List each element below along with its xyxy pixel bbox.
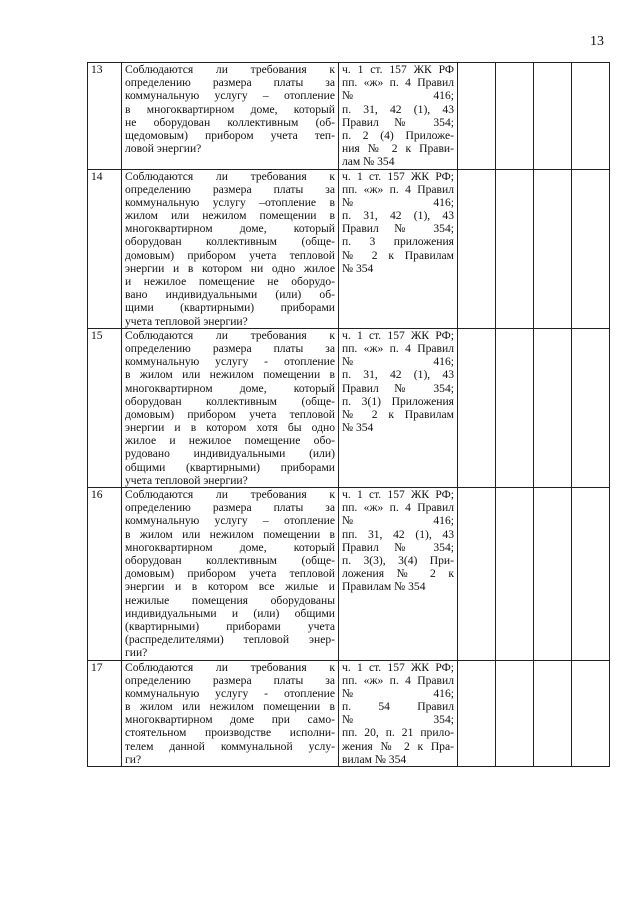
question-line: не оборудован коллективным (об- [125, 115, 335, 129]
row-number: 15 [88, 328, 122, 487]
row-number: 17 [88, 660, 122, 767]
question-line: домовым) прибором учета тепловой [125, 567, 335, 581]
question-line: определению размера платы за [125, 341, 335, 355]
question-line: определению размера платы за [125, 182, 335, 196]
table-row [88, 169, 610, 328]
reference-line: Правил № 354; [342, 222, 454, 236]
reference-line: пп. «ж» п. 4 Правил [342, 182, 454, 196]
reference-line: ч. 1 ст. 157 ЖК РФ; [342, 328, 454, 342]
question-line: в жилом или нежилом помещении в [125, 527, 335, 541]
question-line: Соблюдаются ли требования к [125, 63, 335, 76]
question-line: многоквартирном доме, который [125, 222, 335, 236]
question-line: многоквартирном доме, который [125, 540, 335, 554]
question-line: и нежилое помещение не оборудо- [125, 275, 335, 289]
no-cell [496, 488, 534, 660]
reference-line: ния № 2 к Прави- [342, 142, 454, 156]
reference-line: п. 31, 42 (1), 43 [342, 368, 454, 382]
reference-line: ч. 1 ст. 157 ЖК РФ [342, 63, 454, 76]
table-row [88, 328, 610, 487]
question-cell [122, 63, 339, 170]
question-line: Соблюдаются ли требования к [125, 660, 335, 674]
question-cell [122, 169, 339, 328]
reference-line: п. 3(1) Приложения [342, 394, 454, 408]
question-line: щими (квартирными) приборами [125, 301, 335, 315]
note-cell [572, 169, 610, 328]
question-line: ловой энергии? [125, 142, 202, 156]
reference-line: № 416; [342, 195, 454, 209]
question-line: телем данной коммунальной услу- [125, 739, 335, 753]
yes-cell [458, 63, 496, 170]
row-number: 14 [88, 169, 122, 328]
question-line: (распределителями) тепловой энер- [125, 633, 335, 647]
note-cell [572, 488, 610, 660]
question-line: коммунальную услугу – отопление [125, 514, 335, 528]
no-cell [496, 63, 534, 170]
question-line: энергии и в котором хотя бы одно [125, 421, 335, 435]
question-cell [122, 328, 339, 487]
reference-line: № 416; [342, 686, 454, 700]
reference-line: п. 2 (4) Приложе- [342, 128, 454, 142]
no-cell [496, 169, 534, 328]
reference-line: п. 3(3), 3(4) При- [342, 553, 454, 567]
legal-reference-cell [339, 169, 458, 328]
no-cell [496, 660, 534, 767]
question-line: определению размера платы за [125, 501, 335, 515]
yes-cell [458, 488, 496, 660]
note-cell [572, 660, 610, 767]
question-line: в многоквартирном доме, который [125, 102, 335, 116]
question-line: в жилом или нежилом помещении в [125, 700, 335, 714]
reference-line: пп. 31, 42 (1), 43 [342, 527, 454, 541]
row-number: 13 [88, 63, 122, 170]
reference-line: № 416; [342, 89, 454, 103]
question-line: коммунальную услугу –отопление в [125, 195, 335, 209]
question-cell [122, 660, 339, 767]
question-line: оборудован коллективным (обще- [125, 553, 335, 567]
reference-line: вилам № 354 [342, 752, 407, 766]
question-line: вано индивидуальными (или) об- [125, 288, 335, 302]
reference-line: пп. «ж» п. 4 Правил [342, 76, 454, 90]
reference-line: пп. «ж» п. 4 Правил [342, 501, 454, 515]
not-applicable-cell [534, 169, 572, 328]
question-line: щедомовым) прибором учета теп- [125, 128, 335, 142]
note-cell [572, 63, 610, 170]
question-line: (квартирными) приборами учета [125, 619, 335, 633]
reference-line: № 2 к Правилам [342, 407, 454, 421]
question-line: рудовано индивидуальными (или) [125, 447, 335, 461]
reference-line: ч. 1 ст. 157 ЖК РФ; [342, 660, 454, 674]
reference-line: ч. 1 ст. 157 ЖК РФ; [342, 488, 454, 502]
legal-reference-cell [339, 488, 458, 660]
page-number: 13 [590, 34, 604, 49]
checklist-body [88, 63, 610, 767]
reference-line: п. 54 Правил [342, 700, 454, 714]
reference-line: Правил № 354; [342, 540, 454, 554]
reference-line: п. 31, 42 (1), 43 [342, 102, 454, 116]
question-line: оборудован коллективным (обще- [125, 235, 335, 249]
reference-line: Правил № 354; [342, 115, 454, 129]
question-line: оборудован коллективным (обще- [125, 394, 335, 408]
question-line: коммунальную услугу – отопление [125, 89, 335, 103]
reference-line: пп. 20, п. 21 прило- [342, 726, 454, 740]
reference-line: № 416; [342, 355, 454, 369]
reference-line: жения № 2 к Пра- [342, 739, 454, 753]
question-line: учета тепловой энергии? [125, 314, 248, 328]
reference-line: пп. «ж» п. 4 Правил [342, 341, 454, 355]
legal-reference-cell [339, 660, 458, 767]
question-line: жилое и нежилое помещение обо- [125, 434, 335, 448]
yes-cell [458, 169, 496, 328]
note-cell [572, 328, 610, 487]
question-line: энергии и в котором все жилые и [125, 580, 335, 594]
reference-line: ч. 1 ст. 157 ЖК РФ; [342, 169, 454, 183]
question-line: домовым) прибором учета тепловой [125, 407, 335, 421]
reference-line: Правил № 354; [342, 381, 454, 395]
not-applicable-cell [534, 488, 572, 660]
question-line: учета тепловой энергии? [125, 473, 248, 487]
question-line: Соблюдаются ли требования к [125, 169, 335, 183]
reference-line: лам № 354 [342, 155, 395, 169]
reference-line: № 2 к Правилам [342, 248, 454, 262]
yes-cell [458, 660, 496, 767]
question-line: домовым) прибором учета тепловой [125, 248, 335, 262]
question-line: общими (квартирными) приборами [125, 460, 335, 474]
question-line: Соблюдаются ли требования к [125, 488, 335, 502]
legal-reference-cell [339, 328, 458, 487]
question-line: многоквартирном доме при само- [125, 713, 335, 727]
not-applicable-cell [534, 63, 572, 170]
question-line: коммунальную услугу - отопление [125, 355, 335, 369]
reference-line: № 354 [342, 261, 374, 275]
checklist-table [87, 62, 610, 767]
no-cell [496, 328, 534, 487]
reference-line: № 354 [342, 421, 374, 435]
question-line: нежилые помещения оборудованы [125, 593, 335, 607]
question-line: ги? [125, 752, 142, 766]
reference-line: ложения № 2 к [342, 567, 454, 581]
question-line: многоквартирном доме, который [125, 381, 335, 395]
question-cell [122, 488, 339, 660]
table-row [88, 63, 610, 170]
table-row [88, 488, 610, 660]
question-line: Соблюдаются ли требования к [125, 328, 335, 342]
reference-line: № 416; [342, 514, 454, 528]
question-line: определению размера платы за [125, 673, 335, 687]
question-line: в жилом или нежилом помещении в [125, 368, 335, 382]
table-row [88, 660, 610, 767]
question-line: энергии и в котором ни одно жилое [125, 261, 335, 275]
question-line: коммунальную услугу - отопление [125, 686, 335, 700]
reference-line: Правилам № 354 [342, 580, 426, 594]
yes-cell [458, 328, 496, 487]
legal-reference-cell [339, 63, 458, 170]
question-line: стоятельном производстве исполни- [125, 726, 335, 740]
reference-line: № 354; [342, 713, 454, 727]
question-line: индивидуальными и (или) общими [125, 606, 335, 620]
reference-line: п. 31, 42 (1), 43 [342, 209, 454, 223]
reference-line: пп. «ж» п. 4 Правил [342, 673, 454, 687]
question-line: определению размера платы за [125, 76, 335, 90]
question-line: жилом или нежилом помещении в [125, 209, 335, 223]
row-number: 16 [88, 488, 122, 660]
question-line: гии? [125, 646, 148, 660]
reference-line: п. 3 приложения [342, 235, 454, 249]
not-applicable-cell [534, 660, 572, 767]
not-applicable-cell [534, 328, 572, 487]
